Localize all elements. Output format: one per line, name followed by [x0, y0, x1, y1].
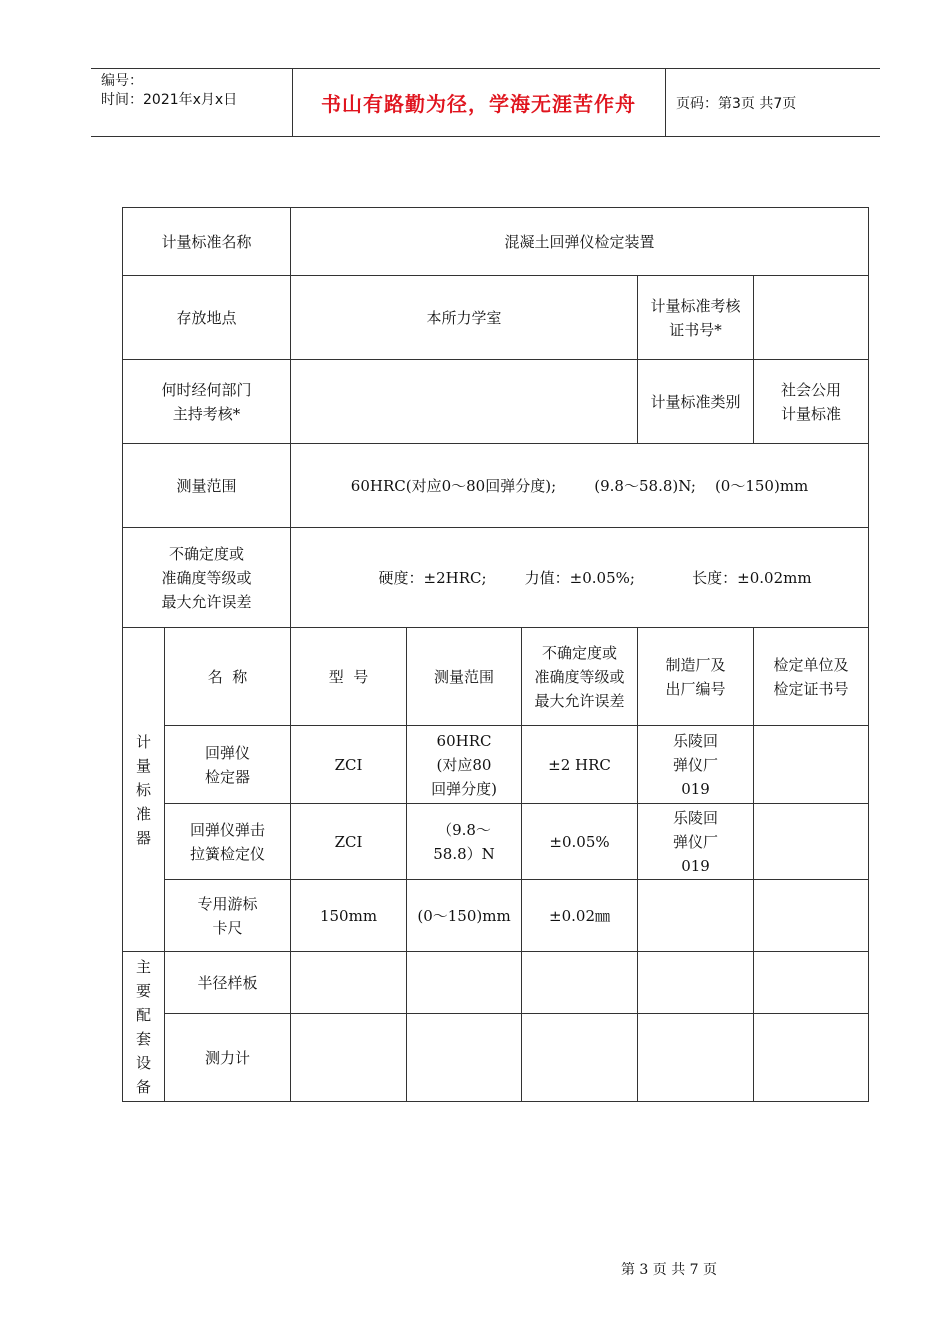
page-footer: 第 3 页 共 7 页 — [620, 1262, 718, 1278]
table-row — [123, 726, 869, 804]
instrument-uncertainty: ±0.05% — [522, 804, 638, 880]
col-header-manufacturer: 制造厂及 出厂编号 — [638, 628, 754, 726]
number-label: 编号： — [101, 73, 143, 89]
instrument-verification — [754, 726, 869, 804]
instrument-name: 回弹仪 检定器 — [165, 726, 291, 804]
instrument-range: 60HRC (对应80 回弹分度) — [407, 726, 522, 804]
time-line: 时间：2021年x月x日 — [101, 92, 238, 108]
col-header-model: 型 号 — [291, 628, 407, 726]
header-motto-cell — [292, 69, 666, 136]
when-label: 何时经何部门 主持考核* — [123, 360, 291, 444]
row-uncertainty — [123, 528, 869, 628]
instrument-model: 150mm — [291, 880, 407, 952]
cert-label: 计量标准考核 证书号* — [638, 276, 754, 360]
category-label: 计量标准类别 — [638, 360, 754, 444]
equipment-verification — [754, 1014, 869, 1102]
table-row — [123, 1014, 869, 1102]
equipment-uncertainty — [522, 952, 638, 1014]
location-label: 存放地点 — [123, 276, 291, 360]
instrument-uncertainty: ±2 HRC — [522, 726, 638, 804]
category-value: 社会公用 计量标准 — [754, 360, 869, 444]
standard-name-value: 混凝土回弹仪检定装置 — [291, 208, 869, 276]
equipment-name: 测力计 — [165, 1014, 291, 1102]
equipment-model — [291, 1014, 407, 1102]
col-header-range: 测量范围 — [407, 628, 522, 726]
when-value — [291, 360, 638, 444]
header-page-cell — [666, 69, 880, 136]
motto: 书山有路勤为径，学海无涯苦作舟 — [321, 92, 636, 116]
instrument-range: （9.8～ 58.8）N — [407, 804, 522, 880]
equipment-range — [407, 952, 522, 1014]
table-row — [123, 804, 869, 880]
instrument-model: ZCI — [291, 726, 407, 804]
equipment-verification — [754, 952, 869, 1014]
equipment-name: 半径样板 — [165, 952, 291, 1014]
instrument-name: 回弹仪弹击 拉簧检定仪 — [165, 804, 291, 880]
row-range — [123, 444, 869, 528]
instrument-model: ZCI — [291, 804, 407, 880]
uncertainty-value: 硬度：±2HRC; 力值：±0.05%; 长度：±0.02mm — [291, 528, 869, 628]
row-when — [123, 360, 869, 444]
page-header — [91, 68, 880, 137]
col-header-uncertainty: 不确定度或 准确度等级或 最大允许误差 — [522, 628, 638, 726]
equipment-manufacturer — [638, 1014, 754, 1102]
page-info: 页码：第3页 共7页 — [676, 95, 797, 112]
uncertainty-label: 不确定度或 准确度等级或 最大允许误差 — [123, 528, 291, 628]
range-value: 60HRC(对应0～80回弹分度); (9.8～58.8)N; (0～150)mm — [291, 444, 869, 528]
instrument-manufacturer — [638, 880, 754, 952]
table-row — [123, 880, 869, 952]
standard-info-table — [122, 207, 869, 1102]
standard-name-label: 计量标准名称 — [123, 208, 291, 276]
col-header-name: 名 称 — [165, 628, 291, 726]
range-label: 测量范围 — [123, 444, 291, 528]
section-standard-label: 计 量 标 准 器 — [123, 628, 165, 952]
col-header-verification: 检定单位及 检定证书号 — [754, 628, 869, 726]
instrument-name: 专用游标 卡尺 — [165, 880, 291, 952]
instrument-manufacturer: 乐陵回 弹仪厂 019 — [638, 726, 754, 804]
instrument-manufacturer: 乐陵回 弹仪厂 019 — [638, 804, 754, 880]
cert-value — [754, 276, 869, 360]
row-location — [123, 276, 869, 360]
table-row — [123, 952, 869, 1014]
row-column-headers — [123, 628, 869, 726]
equipment-uncertainty — [522, 1014, 638, 1102]
instrument-verification — [754, 804, 869, 880]
instrument-range: (0～150)mm — [407, 880, 522, 952]
location-value: 本所力学室 — [291, 276, 638, 360]
instrument-uncertainty: ±0.02㎜ — [522, 880, 638, 952]
equipment-manufacturer — [638, 952, 754, 1014]
equipment-range — [407, 1014, 522, 1102]
section-equipment-label: 主 要 配 套 设 备 — [123, 952, 165, 1102]
row-standard-name — [123, 208, 869, 276]
header-meta — [91, 69, 293, 136]
equipment-model — [291, 952, 407, 1014]
instrument-verification — [754, 880, 869, 952]
